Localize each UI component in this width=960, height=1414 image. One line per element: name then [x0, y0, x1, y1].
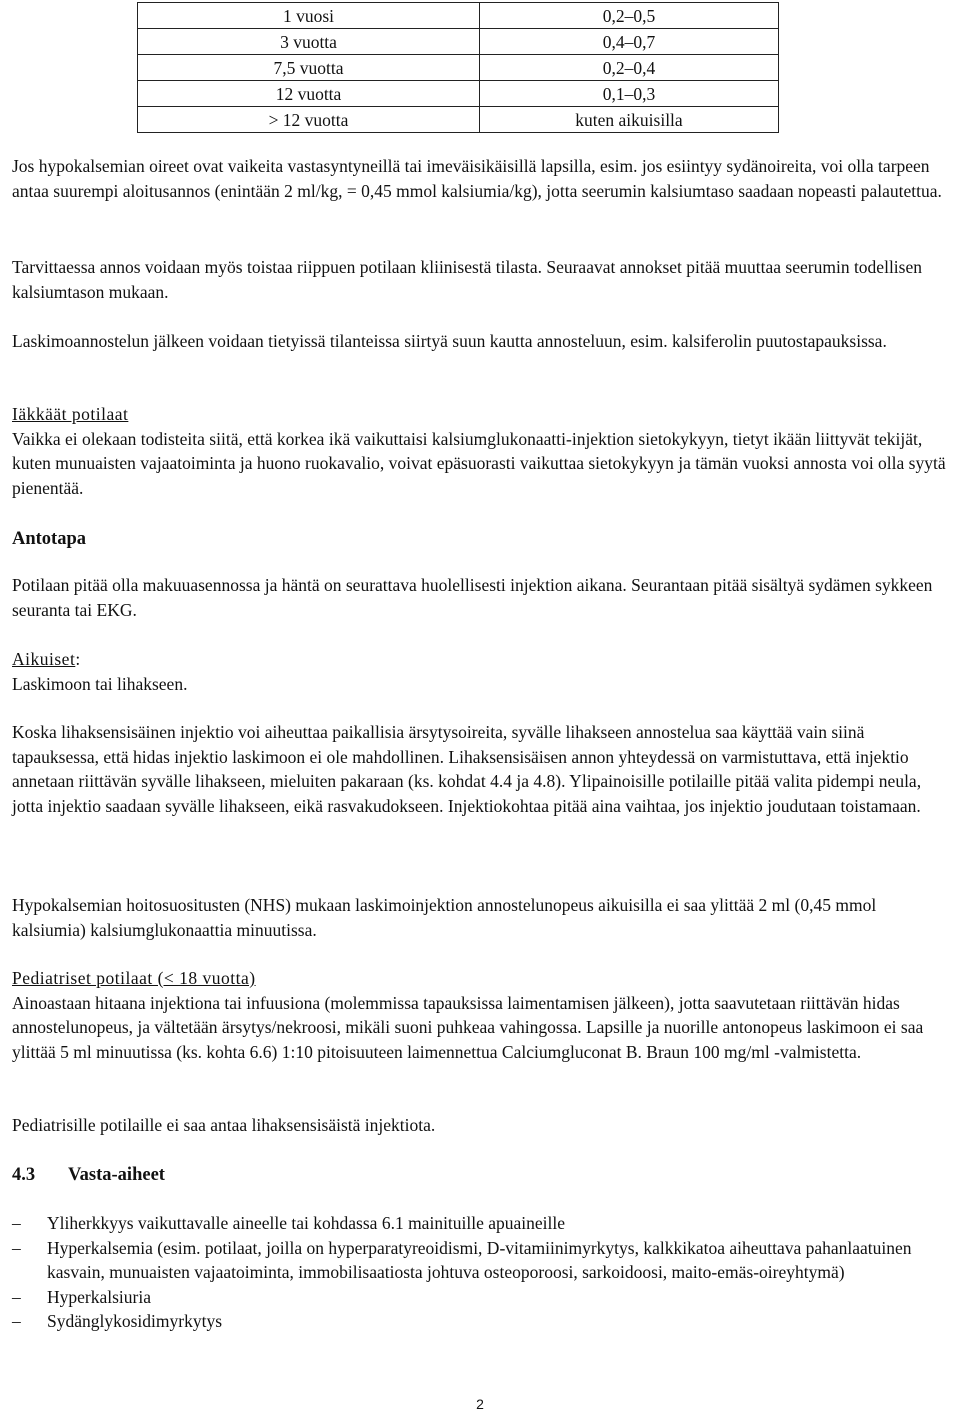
pediatric-heading: Pediatriset potilaat (< 18 vuotta)	[12, 968, 256, 988]
paragraph-hypocalcemia-infants: Jos hypokalsemian oireet ovat vaikeita vastasyntyneillä tai imeväisikäisillä lapsilla, esim. jos esiintyy sydänoireita, voi olla tarpeen antaa suurempi aloitusannos (enintään 2 ml/kg, = 0,45 mmol kalsiumia/kg), jotta seerumin kalsiumtaso saadaan nopeasti palautettua.	[12, 156, 942, 201]
list-item-text: Yliherkkyys vaikuttavalle aineelle tai kohdassa 6.1 mainituille apuaineille	[47, 1213, 566, 1233]
dose-cell: 0,2–0,5	[480, 3, 779, 29]
age-cell: 1 vuosi	[138, 3, 480, 29]
list-item-text: Hyperkalsemia (esim. potilaat, joilla on hyperparatyreoidismi, D-vitamiinimyrkytys, kalkkikatoa aiheuttava pahanlaatuinen kasvain, munuaisten vajaatoiminta, immobilisaatiosta johtuva osteoporoosi, sarkoidoosi, maito-emäs-oireyhtymä)	[47, 1237, 912, 1282]
section-number: 4.3	[12, 1165, 36, 1185]
list-item	[12, 1285, 952, 1310]
pediatric-section	[12, 966, 952, 1064]
adults-section	[12, 647, 952, 696]
adults-text: Laskimoon tai lihakseen.	[12, 673, 188, 694]
adults-heading-colon: :	[75, 649, 81, 669]
table-row	[138, 3, 779, 29]
section-title: Vasta-aiheet	[68, 1165, 165, 1185]
table-row	[138, 29, 779, 55]
paragraph-pediatric-im: Pediatrisille potilaille ei saa antaa lihaksensisäistä injektiota.	[12, 1115, 436, 1135]
paragraph-administration: Potilaan pitää olla makuuasennossa ja häntä on seurattava huolellisesti injektion aikana. Seurantaan pitää sisältyä sydämen sykkeen seuranta tai EKG.	[12, 575, 933, 620]
elderly-heading: Iäkkäät potilaat	[12, 404, 129, 424]
list-item	[12, 1236, 952, 1285]
page-number: 2	[476, 1396, 484, 1412]
dash-bullet: –	[12, 1237, 21, 1258]
pediatric-text: Ainoastaan hitaana injektiona tai infuusiona (molemmissa tapauksissa laimentamisen jälkeen), jotta saavutetaan riittävän hidas annostelunopeus, ja vältetään ärsytys/nekroosi, mikäli suoni puhkeaa vahingossa. Lapsille ja nuorille antonopeus laskimoon ei saa ylittää 5 ml minuutissa (ks. kohta 6.6) 1:10 pitoisuuteen laimennettua Calciumgluconat B. Braun 100 mg/ml -valmistetta.	[12, 992, 924, 1062]
dose-table	[137, 2, 779, 133]
elderly-text: Vaikka ei olekaan todisteita siitä, että korkea ikä vaikuttaisi kalsiumglukonaatti-injektion sietokykyyn, tietyt ikään liittyvät tekijät, kuten munuaisten vajaatoiminta ja huono ruokavalio, voivat epäsuorasti vaikuttaa sietokykyyn ja tämän vuoksi annosta voi olla syytä pienentää.	[12, 428, 946, 498]
paragraph-repeat-dose: Tarvittaessa annos voidaan myös toistaa riippuen potilaan kliinisestä tilasta. Seuraavat annokset pitää muuttaa seerumin todellisen kalsiumtason mukaan.	[12, 257, 922, 302]
age-cell: 7,5 vuotta	[138, 55, 480, 81]
dose-cell: 0,1–0,3	[480, 81, 779, 107]
list-item-text: Sydänglykosidimyrkytys	[47, 1311, 223, 1331]
dash-bullet: –	[12, 1213, 21, 1233]
table-row	[138, 55, 779, 81]
dash-bullet: –	[12, 1286, 21, 1307]
list-item-text: Hyperkalsiuria	[47, 1286, 151, 1307]
dose-cell: 0,2–0,4	[480, 55, 779, 81]
dose-cell: kuten aikuisilla	[480, 107, 779, 133]
dash-bullet: –	[12, 1311, 21, 1331]
adults-heading-line	[12, 647, 952, 672]
age-cell: 12 vuotta	[138, 81, 480, 107]
elderly-section	[12, 402, 952, 500]
adults-heading: Aikuiset	[12, 649, 76, 669]
contraindications-list	[12, 1211, 952, 1334]
paragraph-intramuscular: Koska lihaksensisäinen injektio voi aiheuttaa paikallisia ärsytysoireita, syvälle lihakseen annostelua saa käyttää vain siinä tapauksessa, että hidas injektio laskimoon ei ole mahdollinen. Lihaksensisäisen annon yhteydessä on varmistuttava, että injektio annetaan riittävän syvälle lihakseen, mieluiten pakaraan (ks. kohdat 4.4 ja 4.8). Ylipainoisille potilaille pitää valita pidempi neula, jotta injektio saadaan syvälle lihakseen, eikä rasvakudokseen. Injektiokohtaa pitää aina vaihtaa, jos injektio joudutaan toistamaan.	[12, 722, 922, 816]
paragraph-nhs: Hypokalsemian hoitosuositusten (NHS) mukaan laskimoinjektion annostelunopeus aikuisilla ei saa ylittää 2 ml (0,45 mmol kalsiumia) kalsiumglukonaattia minuutissa.	[12, 895, 877, 940]
age-cell: 3 vuotta	[138, 29, 480, 55]
table-row	[138, 107, 779, 133]
age-cell: > 12 vuotta	[138, 107, 480, 133]
dose-cell: 0,4–0,7	[480, 29, 779, 55]
list-item	[12, 1211, 952, 1236]
section-heading	[12, 1163, 952, 1188]
list-item	[12, 1309, 952, 1334]
administration-heading: Antotapa	[12, 529, 87, 549]
paragraph-oral-switch: Laskimoannostelun jälkeen voidaan tietyissä tilanteissa siirtyä suun kautta annosteluun, esim. kalsiferolin puutostapauksissa.	[12, 331, 887, 351]
table-row	[138, 81, 779, 107]
